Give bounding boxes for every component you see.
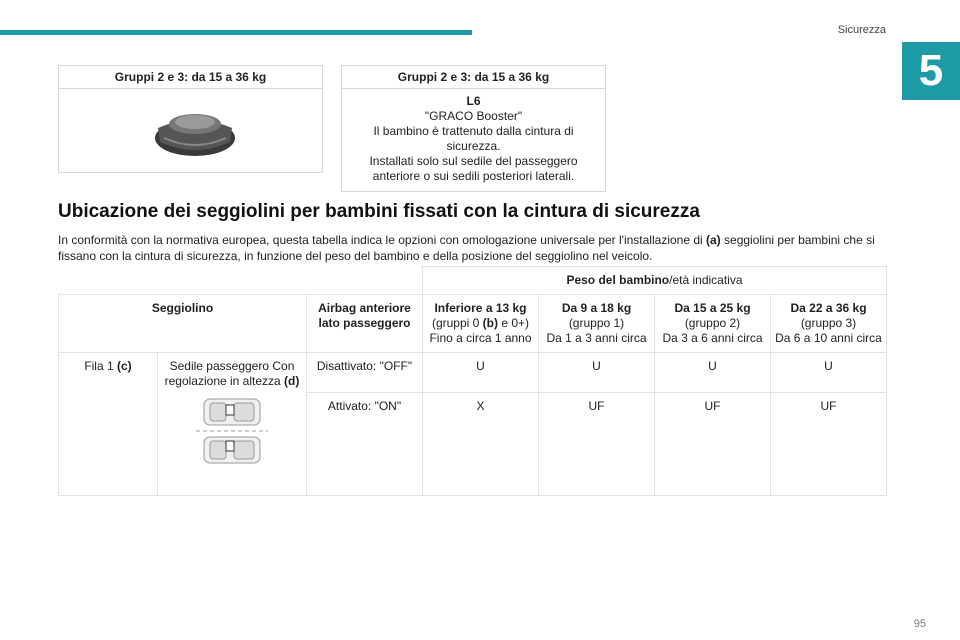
cell-r0-c3: U — [771, 353, 887, 393]
col-group-0: Inferiore a 13 kg (gruppi 0 (b) e 0+) Fino a circa 1 anno — [423, 295, 539, 353]
booster-seat-image — [150, 98, 240, 160]
left-seat-box — [58, 65, 323, 173]
table-header-row — [59, 295, 887, 353]
cell-r0-c0: U — [423, 353, 539, 393]
airbag-on: Attivato: "ON" — [307, 393, 423, 496]
col-group-3: Da 22 a 36 kg (gruppo 3) Da 6 a 10 anni circa — [771, 295, 887, 353]
right-seat-box — [341, 65, 606, 192]
cell-r1-c0: X — [423, 393, 539, 496]
cell-r0-c1: U — [539, 353, 655, 393]
seat-code: L6 — [466, 94, 481, 108]
col-seat: Seggiolino — [59, 295, 307, 353]
seat-info-1: Il bambino è trattenuto dalla cintura di sicurezza. — [373, 124, 574, 153]
col-group-1: Da 9 a 18 kg (gruppo 1) Da 1 a 3 anni circa — [539, 295, 655, 353]
right-box-title: Gruppi 2 e 3: da 15 a 36 kg — [342, 66, 605, 89]
intro-paragraph: In conformità con la normativa europea, questa tabella indica le opzioni con omologazione universale per l'installazione di (a) seggiolini per bambini che si fissano con la cintura di sicurezza, in funzione del peso del bambino e della posizione del seggiolino nel veicolo. — [58, 233, 875, 263]
seat-table — [58, 266, 887, 496]
seat-description: Sedile passeggero Con regolazione in altezza (d) — [158, 353, 307, 496]
chapter-badge: 5 — [902, 42, 960, 100]
row-label: Fila 1 (c) — [59, 353, 158, 496]
left-box-title: Gruppi 2 e 3: da 15 a 36 kg — [59, 66, 322, 89]
weight-header: Peso del bambino/età indicativa — [423, 267, 887, 295]
table-row — [59, 353, 887, 393]
page-number: 95 — [913, 618, 926, 630]
section-heading: Ubicazione dei seggiolini per bambini fissati con la cintura di sicurezza — [58, 201, 700, 222]
cell-r1-c2: UF — [655, 393, 771, 496]
cell-r1-c3: UF — [771, 393, 887, 496]
col-group-2: Da 15 a 25 kg (gruppo 2) Da 3 a 6 anni circa — [655, 295, 771, 353]
car-seat-diagram-icon — [196, 397, 268, 469]
section-title: Sicurezza — [837, 24, 886, 36]
seat-info-2: Installati solo sul sedile del passeggero anteriore o sui sedili posteriori laterali. — [369, 154, 578, 183]
seat-name: "GRACO Booster" — [424, 109, 523, 123]
cell-r0-c2: U — [655, 353, 771, 393]
header-bar — [0, 30, 472, 35]
airbag-off: Disattivato: "OFF" — [307, 353, 423, 393]
col-airbag: Airbag anteriore lato passeggero — [307, 295, 423, 353]
cell-r1-c1: UF — [539, 393, 655, 496]
